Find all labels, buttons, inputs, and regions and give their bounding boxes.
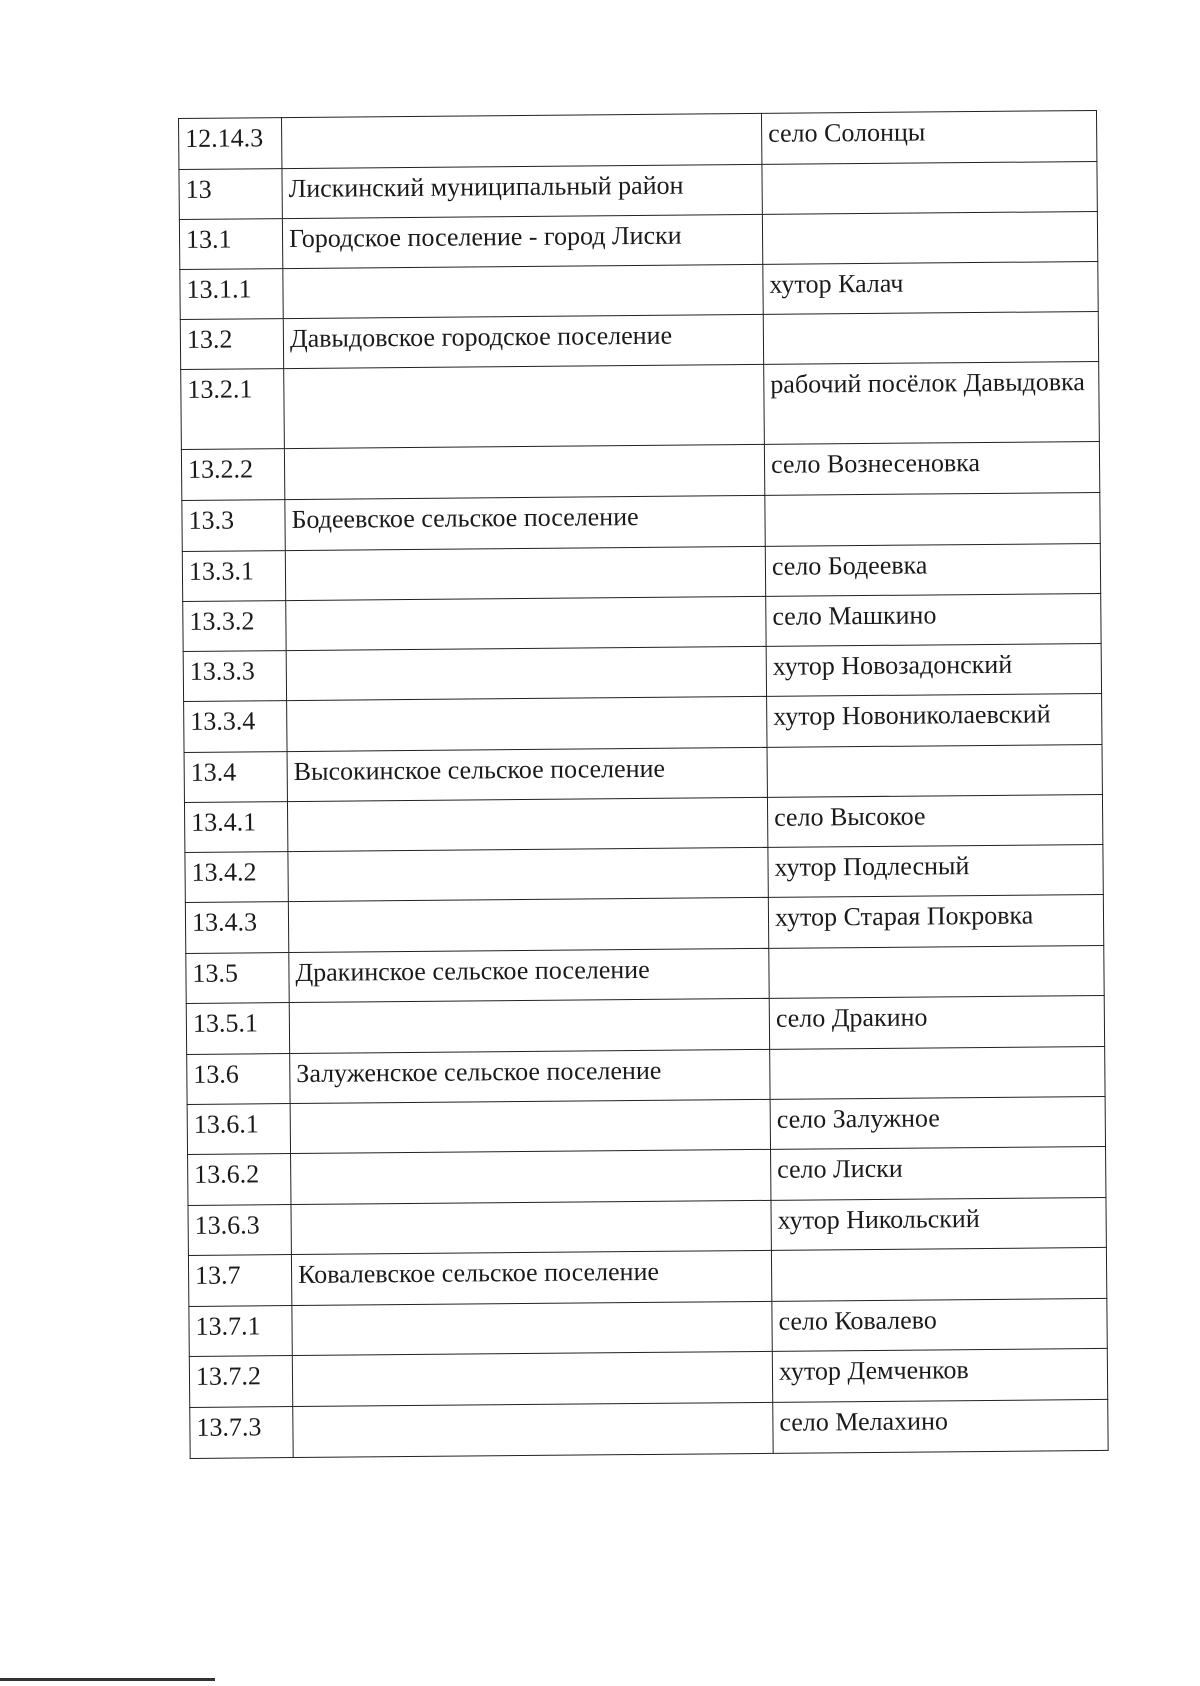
table-row <box>186 995 1104 1054</box>
table-row <box>182 543 1100 601</box>
municipality-name <box>292 1301 772 1355</box>
row-number: 13.5.1 <box>186 1003 289 1055</box>
row-number: 13.3 <box>182 500 285 552</box>
settlement-name <box>767 744 1102 797</box>
table-row <box>188 1197 1106 1255</box>
table-row <box>184 693 1102 752</box>
table-row <box>180 311 1098 369</box>
settlement-name: хутор Новониколаевский <box>767 693 1102 747</box>
settlement-name: хутор Старая Покровка <box>768 894 1103 948</box>
municipality-name <box>288 897 768 952</box>
municipality-name <box>291 1200 771 1254</box>
settlement-name: село Вознесеновка <box>764 441 1099 495</box>
table-row <box>179 110 1097 169</box>
settlement-name: село Солонцы <box>761 110 1096 164</box>
row-number: 13.6.1 <box>187 1104 290 1155</box>
settlement-name: село Залужное <box>770 1096 1105 1149</box>
table-row <box>187 1096 1105 1154</box>
settlement-name <box>770 1046 1105 1099</box>
row-number: 13.3.2 <box>183 601 286 652</box>
row-number: 13.3.3 <box>183 651 286 702</box>
row-number: 13.7.1 <box>189 1306 292 1357</box>
table-row <box>184 744 1102 802</box>
row-number: 13.1.1 <box>180 269 283 320</box>
settlement-name <box>765 492 1100 546</box>
row-number: 13.2.2 <box>181 449 284 501</box>
table-row <box>183 593 1101 651</box>
row-number: 12.14.3 <box>179 118 282 170</box>
municipality-name <box>286 646 766 700</box>
table-row <box>190 1399 1108 1458</box>
municipality-name: Бодеевское сельское поселение <box>285 495 765 550</box>
table-row <box>180 261 1098 319</box>
settlement-name: село Машкино <box>766 593 1101 646</box>
row-number: 13.7.3 <box>190 1407 293 1459</box>
settlement-name: хутор Калач <box>763 261 1098 314</box>
row-number: 13.7.2 <box>189 1356 292 1408</box>
municipality-name <box>285 546 765 600</box>
municipality-name <box>291 1149 771 1204</box>
table-row <box>179 161 1097 219</box>
table-row <box>188 1146 1106 1205</box>
row-number: 13.4.3 <box>185 902 288 954</box>
row-number: 13.2 <box>180 319 283 370</box>
municipality-name <box>289 998 769 1053</box>
settlement-name: хутор Подлесный <box>768 844 1103 897</box>
municipality-name <box>284 364 765 448</box>
settlement-name <box>762 211 1097 264</box>
table-body <box>179 110 1109 1458</box>
municipality-name <box>292 1351 772 1406</box>
municipality-name: Дракинское сельское поселение <box>289 948 769 1002</box>
settlement-name: рабочий посёлок Давыдовка <box>764 361 1100 444</box>
row-number: 13.1 <box>179 219 282 270</box>
row-number: 13.4.1 <box>184 802 287 853</box>
row-number: 13.6.3 <box>188 1205 291 1256</box>
municipality-name: Высокинское сельское поселение <box>287 747 767 801</box>
municipality-name <box>282 113 762 168</box>
settlements-table <box>178 110 1109 1459</box>
settlement-name: село Мелахино <box>773 1399 1108 1453</box>
settlement-name: село Бодеевка <box>765 543 1100 596</box>
table-row <box>185 844 1103 902</box>
settlement-name: село Ковалево <box>772 1298 1107 1351</box>
settlement-name <box>762 161 1097 214</box>
table-row <box>184 794 1102 852</box>
table-row <box>186 945 1104 1003</box>
table-row <box>182 492 1100 551</box>
municipality-name <box>287 797 767 851</box>
settlement-name: хутор Новозадонский <box>766 643 1101 696</box>
settlement-name <box>771 1247 1106 1301</box>
table-row <box>189 1348 1107 1407</box>
table-row <box>187 1046 1105 1104</box>
municipality-name: Залуженское сельское поселение <box>290 1049 770 1103</box>
row-number: 13.5 <box>186 953 289 1004</box>
settlement-name: хутор Демченков <box>772 1348 1107 1402</box>
row-number: 13.6.2 <box>188 1154 291 1206</box>
table-row <box>183 643 1101 701</box>
table-row <box>181 361 1100 449</box>
municipality-name <box>283 264 763 318</box>
municipality-name: Ковалевское сельское поселение <box>291 1250 771 1305</box>
municipality-name <box>290 1099 770 1153</box>
table-row <box>185 894 1103 953</box>
scan-edge-mark <box>0 1678 215 1681</box>
settlement-name: село Лиски <box>771 1146 1106 1200</box>
row-number: 13.2.1 <box>181 369 285 450</box>
settlement-name: село Высокое <box>767 794 1102 847</box>
municipality-name: Давыдовское городское поселение <box>283 314 763 368</box>
municipality-name <box>288 847 768 901</box>
settlement-name: хутор Никольский <box>771 1197 1106 1250</box>
settlement-name: село Дракино <box>769 995 1104 1049</box>
table-row <box>181 441 1099 500</box>
municipality-name <box>287 696 767 751</box>
municipality-name: Городское поселение - город Лиски <box>282 214 762 268</box>
table-row <box>189 1298 1107 1356</box>
municipality-name <box>286 596 766 650</box>
row-number: 13.6 <box>187 1054 290 1105</box>
municipality-name: Лискинский муниципальный район <box>282 164 762 218</box>
row-number: 13.7 <box>188 1255 291 1307</box>
row-number: 13.3.1 <box>182 551 285 602</box>
row-number: 13.4.2 <box>185 852 288 903</box>
municipality-name <box>284 444 764 499</box>
row-number: 13 <box>179 169 282 220</box>
settlement-name <box>769 945 1104 998</box>
table-row <box>188 1247 1106 1306</box>
row-number: 13.4 <box>184 752 287 803</box>
settlement-name <box>763 311 1098 364</box>
municipality-name <box>293 1402 773 1457</box>
table-row <box>179 211 1097 269</box>
row-number: 13.3.4 <box>184 701 287 753</box>
